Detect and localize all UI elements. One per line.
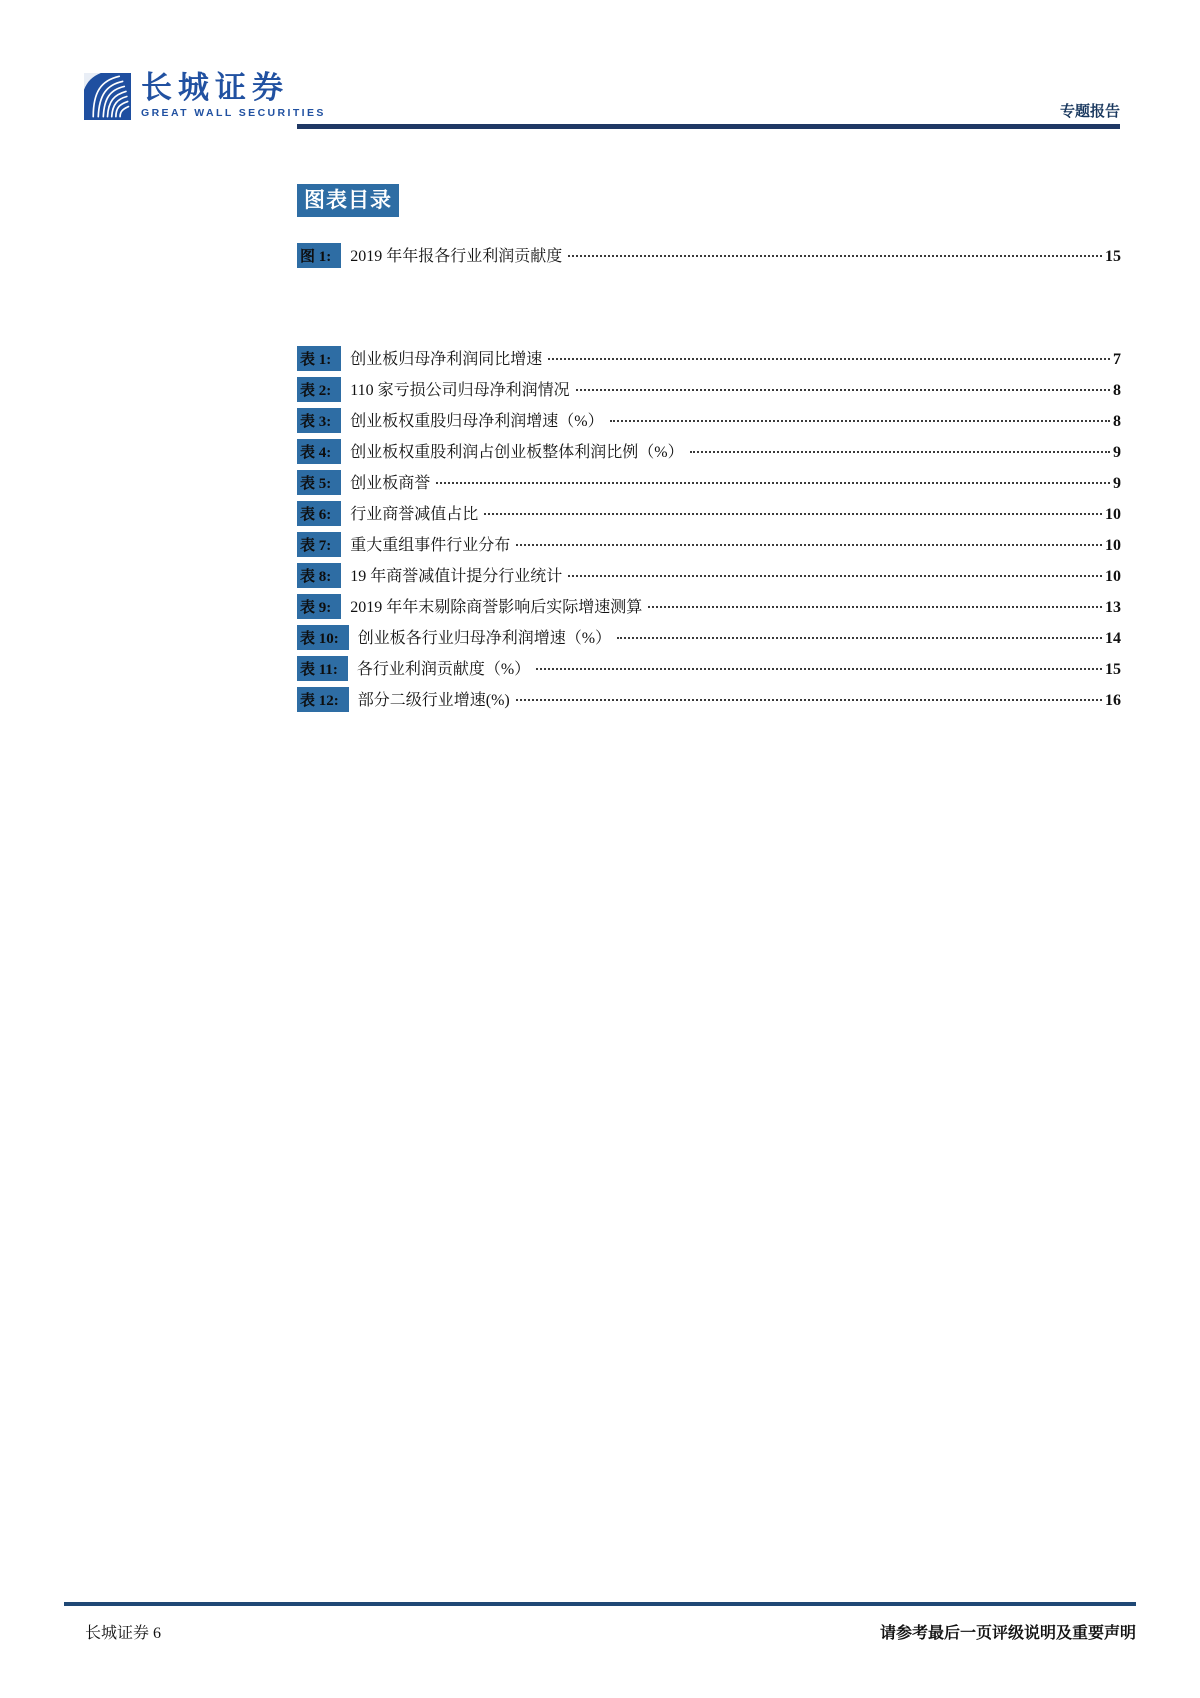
toc-table-entry[interactable]: [297, 470, 1121, 501]
company-logo: [84, 72, 326, 121]
toc-entry-title: 创业板权重股归母净利润增速（%）: [350, 413, 604, 430]
footer-rule: [64, 1602, 1136, 1606]
toc-dot-leader: [568, 255, 1102, 257]
toc-entry-page: 10: [1105, 568, 1121, 585]
toc-dot-leader: [516, 699, 1102, 701]
toc-entry-label: 表 11:: [297, 656, 348, 681]
logo-name-cn: 长城证券: [141, 70, 289, 105]
toc-table-entry[interactable]: [297, 563, 1121, 594]
toc-table-entry[interactable]: [297, 532, 1121, 563]
footer-page-number: 6: [153, 1625, 162, 1642]
toc-dot-leader: [548, 358, 1110, 360]
toc-entry-page: 8: [1113, 382, 1121, 399]
toc-entry-page: 9: [1113, 444, 1121, 461]
toc-entry-page: 14: [1105, 630, 1121, 647]
toc-table-entry[interactable]: [297, 625, 1121, 656]
toc-dot-leader: [516, 544, 1102, 546]
footer-brand-page: [85, 1620, 161, 1643]
toc-entry-page: 16: [1105, 692, 1121, 709]
toc-entry-label: 表 1:: [297, 346, 341, 371]
toc-entry-title: 创业板权重股利润占创业板整体利润比例（%）: [350, 444, 684, 461]
toc-table-list: [297, 346, 1121, 718]
toc-entry-label: 表 12:: [297, 687, 349, 712]
toc-entry-label: 表 9:: [297, 594, 341, 619]
figures-tables-toc: [297, 184, 1121, 718]
toc-entry-page: 10: [1105, 506, 1121, 523]
header-rule: [297, 124, 1120, 129]
toc-entry-title: 重大重组事件行业分布: [350, 537, 511, 554]
toc-dot-leader: [617, 637, 1102, 639]
toc-entry-label: 表 4:: [297, 439, 341, 464]
toc-dot-leader: [610, 420, 1110, 422]
toc-entry-page: 8: [1113, 413, 1121, 430]
toc-dot-leader: [484, 513, 1102, 515]
toc-dot-leader: [436, 482, 1110, 484]
footer-disclaimer-note: 请参考最后一页评级说明及重要声明: [879, 1625, 1136, 1642]
logo-text: [141, 72, 326, 119]
toc-table-entry[interactable]: [297, 377, 1121, 408]
toc-entry-title: 部分二级行业增速(%): [357, 692, 510, 709]
toc-entry-page: 13: [1105, 599, 1121, 616]
toc-heading: 图表目录: [297, 184, 399, 217]
toc-entry-label: 表 7:: [297, 532, 341, 557]
wave-logo-icon: [84, 72, 131, 121]
toc-entry-title: 创业板各行业归母净利润增速（%）: [357, 630, 612, 647]
toc-entry-label: 表 8:: [297, 563, 341, 588]
toc-entry-title: 创业板归母净利润同比增速: [350, 351, 543, 368]
toc-figure-entry[interactable]: [297, 243, 1121, 274]
toc-figure-list: [297, 243, 1121, 274]
toc-entry-label: 表 5:: [297, 470, 341, 495]
toc-entry-page: 7: [1113, 351, 1121, 368]
logo-name-en: GREAT WALL SECURITIES: [141, 107, 326, 119]
toc-entry-label: 表 6:: [297, 501, 341, 526]
toc-table-entry[interactable]: [297, 656, 1121, 687]
toc-entry-label: 图 1:: [297, 243, 341, 268]
toc-entry-title: 创业板商誉: [350, 475, 431, 492]
report-type-label: 专题报告: [1059, 104, 1120, 120]
toc-dot-leader: [568, 575, 1102, 577]
toc-dot-leader: [648, 606, 1102, 608]
toc-table-entry[interactable]: [297, 439, 1121, 470]
toc-entry-title: 19 年商誉减值计提分行业统计: [350, 568, 563, 585]
toc-table-entry[interactable]: [297, 687, 1121, 718]
toc-entry-title: 2019 年年报各行业利润贡献度: [350, 248, 563, 265]
toc-entry-page: 9: [1113, 475, 1121, 492]
toc-dot-leader: [536, 668, 1102, 670]
footer-brand: 长城证券: [85, 1625, 150, 1642]
toc-entry-page: 15: [1105, 661, 1121, 678]
toc-entry-title: 2019 年年末剔除商誉影响后实际增速测算: [350, 599, 643, 616]
toc-entry-label: 表 2:: [297, 377, 341, 402]
toc-table-entry[interactable]: [297, 408, 1121, 439]
toc-table-entry[interactable]: [297, 501, 1121, 532]
toc-entry-label: 表 10:: [297, 625, 349, 650]
toc-entry-title: 行业商誉减值占比: [350, 506, 479, 523]
toc-entry-page: 15: [1105, 248, 1121, 265]
toc-entry-title: 各行业利润贡献度（%）: [356, 661, 531, 678]
toc-table-entry[interactable]: [297, 346, 1121, 377]
toc-dot-leader: [690, 451, 1110, 453]
toc-entry-title: 110 家亏损公司归母净利润情况: [350, 382, 570, 399]
toc-dot-leader: [576, 389, 1110, 391]
toc-table-entry[interactable]: [297, 594, 1121, 625]
toc-entry-label: 表 3:: [297, 408, 341, 433]
toc-entry-page: 10: [1105, 537, 1121, 554]
